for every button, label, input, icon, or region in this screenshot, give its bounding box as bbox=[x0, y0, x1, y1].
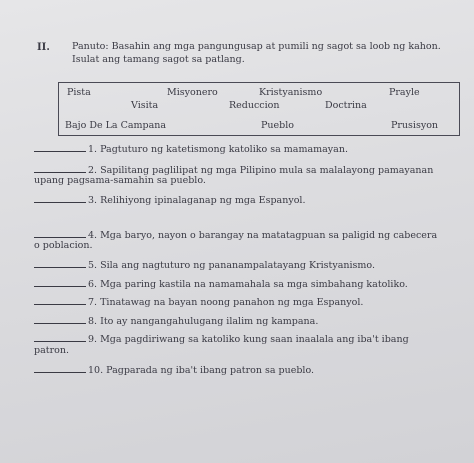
question-item bbox=[34, 277, 408, 290]
question-item bbox=[34, 142, 348, 155]
question-item bbox=[34, 193, 305, 206]
word-bank-item: Pista bbox=[67, 87, 91, 98]
question-item bbox=[34, 314, 318, 327]
word-bank-box bbox=[58, 82, 460, 136]
word-bank-item: Reduccion bbox=[229, 100, 280, 111]
word-bank-item: Prayle bbox=[389, 87, 420, 98]
question-text: 10. Pagparada ng iba't ibang patron sa pueblo. bbox=[88, 365, 315, 376]
word-bank-item: Misyonero bbox=[167, 87, 218, 98]
answer-blank[interactable] bbox=[34, 332, 86, 342]
question-continuation: o poblacion. bbox=[34, 240, 93, 251]
answer-blank[interactable] bbox=[34, 193, 86, 203]
answer-blank[interactable] bbox=[34, 163, 86, 173]
question-text: 1. Pagtuturo ng katetismong katoliko sa mamamayan. bbox=[88, 144, 348, 155]
question-item bbox=[34, 228, 437, 241]
question-text: 2. Sapilitang paglilipat ng mga Pilipino mula sa malalayong pamayanan bbox=[88, 165, 434, 176]
question-text: 4. Mga baryo, nayon o barangay na matatagpuan sa paligid ng cabecera bbox=[88, 230, 438, 241]
question-item bbox=[34, 258, 375, 271]
question-item bbox=[34, 295, 363, 308]
answer-blank[interactable] bbox=[34, 142, 86, 152]
section-number: II. bbox=[37, 42, 50, 53]
question-text: 7. Tinatawag na bayan noong panahon ng mga Espanyol. bbox=[88, 297, 364, 308]
question-text: 8. Ito ay nangangahulugang ilalim ng kampana. bbox=[88, 316, 319, 327]
answer-blank[interactable] bbox=[34, 314, 86, 324]
question-text: 5. Sila ang nagtuturo ng pananampalatayang Kristyanismo. bbox=[88, 260, 375, 271]
question-item bbox=[34, 363, 314, 376]
answer-blank[interactable] bbox=[34, 228, 86, 238]
word-bank-item: Visita bbox=[131, 100, 159, 111]
word-bank-item: Prusisyon bbox=[391, 120, 439, 131]
word-bank-item: Bajo De La Campana bbox=[65, 120, 167, 131]
question-text: 3. Relihiyong ipinalaganap ng mga Espanyol. bbox=[88, 195, 306, 206]
directions-line-1: Panuto: Basahin ang mga pangungusap at pumili ng sagot sa loob ng kahon. bbox=[72, 41, 441, 52]
answer-blank[interactable] bbox=[34, 277, 86, 287]
question-item bbox=[34, 332, 409, 345]
answer-blank[interactable] bbox=[34, 363, 86, 373]
directions-line-2: Isulat ang tamang sagot sa patlang. bbox=[72, 54, 245, 65]
question-text: 9. Mga pagdiriwang sa katoliko kung saan inaalala ang iba't ibang bbox=[88, 334, 409, 345]
word-bank-item: Doctrina bbox=[325, 100, 367, 111]
question-text: 6. Mga paring kastila na namamahala sa mga simbahang katoliko. bbox=[88, 279, 408, 290]
answer-blank[interactable] bbox=[34, 295, 86, 305]
answer-blank[interactable] bbox=[34, 258, 86, 268]
word-bank-item: Kristyanismo bbox=[259, 87, 323, 98]
question-continuation: patron. bbox=[34, 345, 69, 356]
question-continuation: upang pagsama-samahin sa pueblo. bbox=[34, 175, 206, 186]
word-bank-item: Pueblo bbox=[261, 120, 294, 131]
